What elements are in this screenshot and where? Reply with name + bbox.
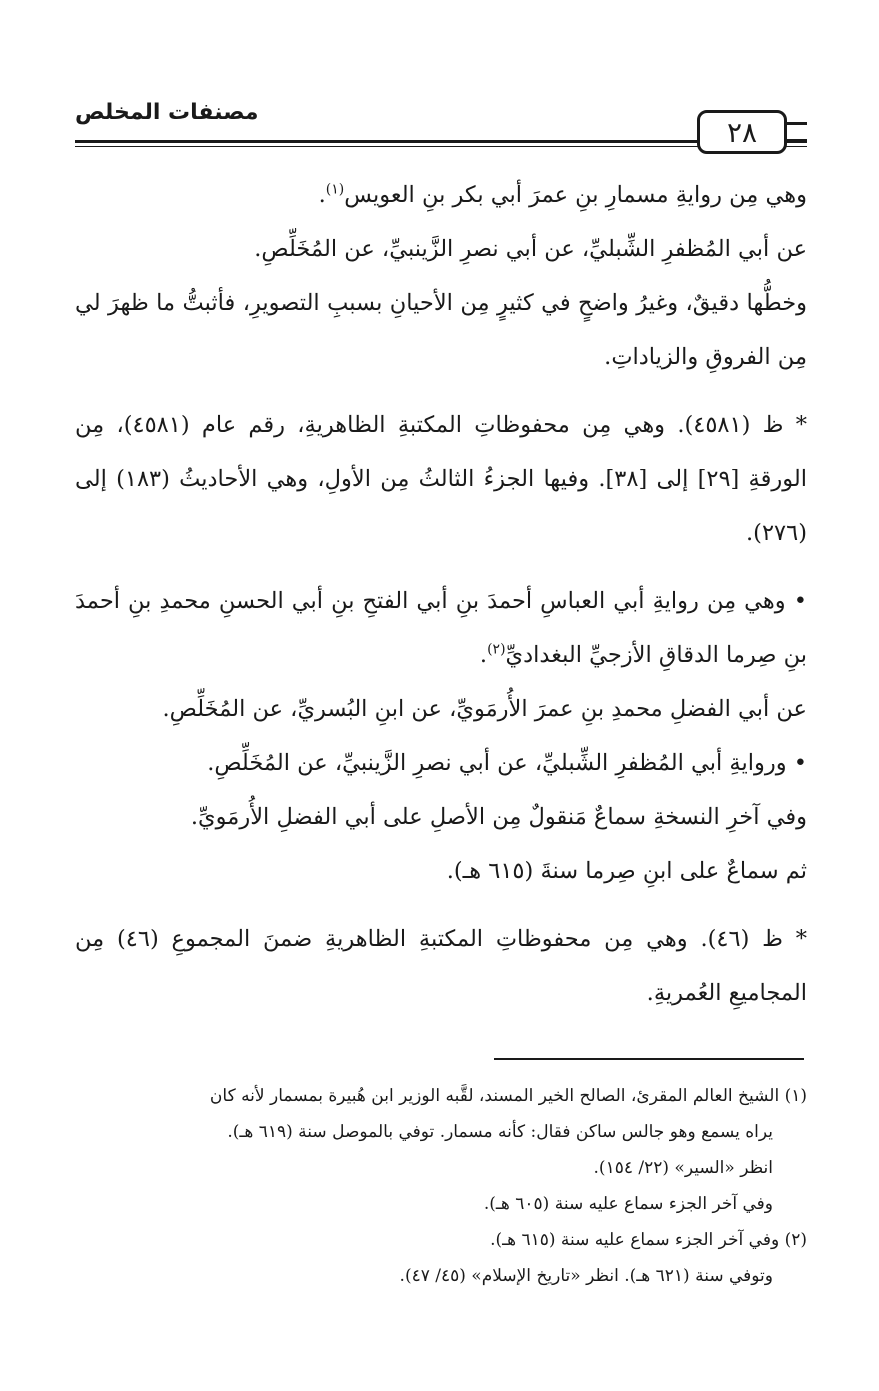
paragraph-sama-note: وفي آخرِ النسخةِ سماعٌ مَنقولٌ مِن الأصلِ على أبي الفضلِ الأُرمَويِّ.	[190, 804, 807, 830]
paragraph-manuscript-46: * ظ (٤٦). وهي مِن محفوظاتِ المكتبةِ الظاهريةِ ضمنَ المجموعِ (٤٦) مِن المجاميعِ العُمريةِ.	[75, 926, 807, 1006]
footnote-1-line-4: وفي آخر الجزء سماع عليه سنة (٦٠٥ هـ).	[483, 1194, 773, 1214]
paragraph-manuscript-4581: * ظ (٤٥٨١). وهي مِن محفوظاتِ المكتبةِ الظاهريةِ، رقم عام (٤٥٨١)، مِن الورقةِ [٢٩] إلى [٣٨]. وفيها الجزءُ الثالثُ مِن الأولِ، وهي الأحاديثُ (١٨٣) إلى (٢٧٦).	[75, 412, 808, 546]
footnote-ref-2: (٢)	[487, 641, 506, 658]
paragraph-riwaya-ibn-sirma: • وهي مِن روايةِ أبي العباسِ أحمدَ بنِ أبي الفتحِ بنِ أبي الحسنِ محمدِ بنِ أحمدَ بنِ صِرما الدقاقِ الأزجيِّ البغداديِّ$^{(٢)}$.	[75, 588, 807, 668]
page-number: ٢٨	[697, 110, 787, 154]
paragraph-isnad-3: • وروايةِ أبي المُظفرِ الشِّبليِّ، عن أبي نصرِ الزَّينبيِّ، عن المُخَلِّصِ.	[207, 750, 807, 776]
footnote-divider	[494, 1058, 804, 1060]
header-rule-end-ornament	[785, 122, 807, 142]
paragraph-script-note: وخطُّها دقيقٌ، وغيرُ واضحٍ في كثيرٍ مِن الأحيانِ بسببِ التصويرِ، فأثبتُّ ما ظهرَ لي مِن الفروقِ والزياداتِ.	[75, 290, 807, 370]
paragraph-isnad-2: عن أبي الفضلِ محمدِ بنِ عمرَ الأُرمَويِّ، عن ابنِ البُسريِّ، عن المُخَلِّصِ.	[162, 696, 807, 722]
footnote-2-line-2: وتوفي سنة (٦٢١ هـ). انظر «تاريخ الإسلام» (٤٥/ ٤٧).	[399, 1266, 773, 1286]
paragraph-sama-date: ثم سماعٌ على ابنِ صِرما سنةَ (٦١٥ هـ).	[446, 858, 807, 884]
footnote-1-line-1: (١) الشيخ العالم المقرئ، الصالح الخير المسند، لقَّبه الوزير ابن هُبيرة بمسمار لأنه كان	[209, 1086, 807, 1106]
footnote-ref-1: (١)	[325, 181, 345, 198]
footnotes	[75, 1078, 807, 1294]
running-header	[75, 96, 807, 158]
running-title: مصنفات المخلص	[75, 100, 259, 125]
footnote-2-line-1: (٢) وفي آخر الجزء سماع عليه سنة (٦١٥ هـ).	[490, 1230, 807, 1250]
main-text	[75, 168, 807, 1020]
paragraph-riwaya-misar: وهي مِن روايةِ مسمارِ بنِ عمرَ أبي بكر بنِ العويس$^{(١)}$.	[318, 181, 807, 208]
footnote-1-line-2: يراه يسمع وهو جالس ساكن فقال: كأنه مسمار. توفي بالموصل سنة (٦١٩ هـ).	[227, 1122, 773, 1142]
paragraph-isnad-1: عن أبي المُظفرِ الشِّبليِّ، عن أبي نصرِ الزَّينبيِّ، عن المُخَلِّصِ.	[254, 236, 807, 262]
footnote-1-line-3: انظر «السير» (٢٢/ ١٥٤).	[593, 1158, 773, 1178]
